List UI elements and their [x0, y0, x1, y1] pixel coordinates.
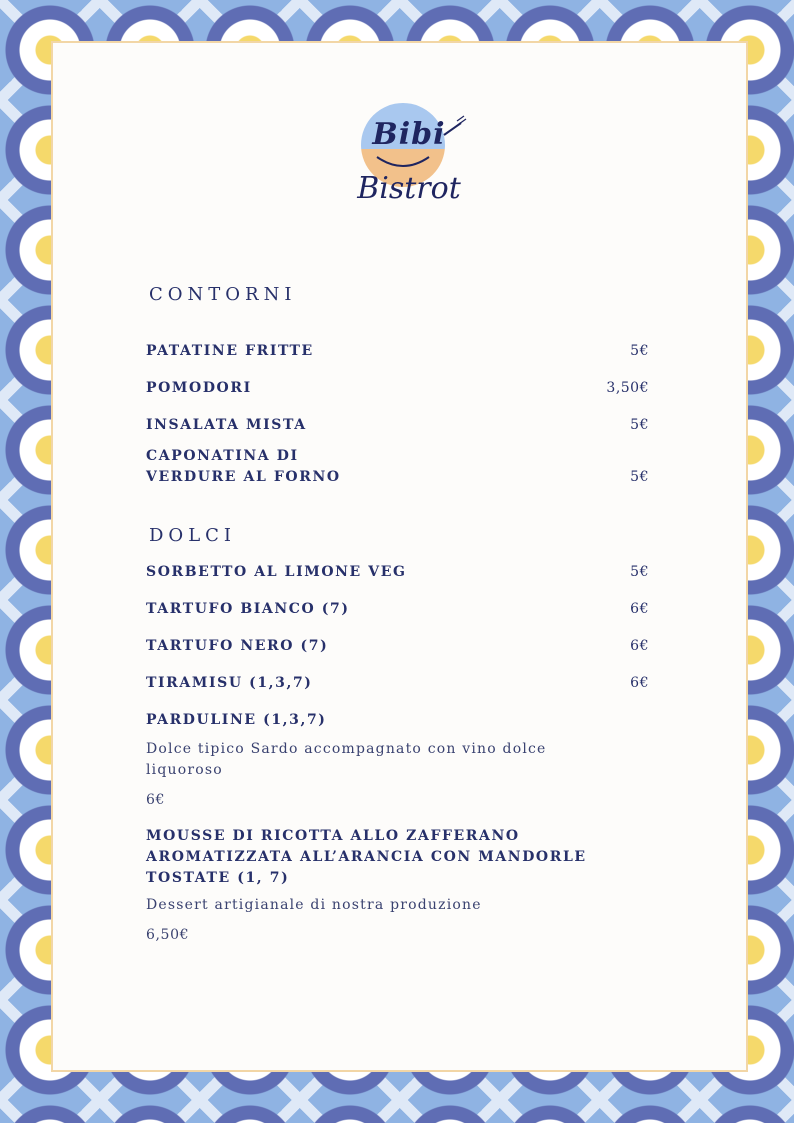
item-price: 6,50€ — [146, 927, 190, 943]
menu-item — [146, 562, 649, 583]
item-description: Dessert artigianale di nostra produzione — [146, 897, 482, 913]
item-description — [146, 739, 666, 781]
menu-page — [51, 41, 748, 1072]
item-name: AROMATIZZATA ALL’ARANCIA CON MANDORLE — [146, 849, 587, 865]
menu-item — [146, 710, 649, 731]
menu-item — [146, 378, 649, 399]
description-line: Dolce tipico Sardo accompagnato con vino dolce — [146, 741, 547, 757]
section-title-contorni: CONTORNI — [149, 284, 297, 305]
item-price: 5€ — [630, 343, 649, 359]
item-name: POMODORI — [146, 380, 252, 396]
item-price: 6€ — [630, 675, 649, 691]
item-name: MOUSSE DI RICOTTA ALLO ZAFFERANO — [146, 828, 520, 844]
section-title-dolci: DOLCI — [149, 525, 237, 546]
item-price: 6€ — [146, 792, 166, 808]
item-name: TIRAMISU (1,3,7) — [146, 675, 313, 691]
menu-item — [146, 826, 649, 889]
item-name: VERDURE AL FORNO — [146, 469, 341, 485]
menu-item — [146, 415, 649, 436]
menu-item — [146, 673, 649, 694]
item-price: 6€ — [630, 601, 649, 617]
menu-item — [146, 636, 649, 657]
item-name: TOSTATE (1, 7) — [146, 870, 290, 886]
item-name: SORBETTO AL LIMONE VEG — [146, 564, 407, 580]
menu-item — [146, 446, 649, 488]
item-name: TARTUFO BIANCO (7) — [146, 601, 350, 617]
item-name: CAPONATINA DI — [146, 448, 299, 464]
item-price: 5€ — [630, 469, 649, 485]
item-name: TARTUFO NERO (7) — [146, 638, 329, 654]
menu-item — [146, 599, 649, 620]
logo-bibi-text: Bibi — [372, 117, 446, 152]
item-price: 6€ — [630, 638, 649, 654]
item-price: 3,50€ — [606, 380, 649, 396]
item-price: 5€ — [630, 564, 649, 580]
bibi-bistrot-logo — [349, 95, 469, 225]
description-line: liquoroso — [146, 762, 223, 778]
menu-item — [146, 341, 649, 362]
logo-bistrot-text: Bistrot — [357, 171, 461, 206]
item-name: PATATINE FRITTE — [146, 343, 314, 359]
item-price: 5€ — [630, 417, 649, 433]
item-name: PARDULINE (1,3,7) — [146, 712, 327, 728]
item-name: INSALATA MISTA — [146, 417, 307, 433]
